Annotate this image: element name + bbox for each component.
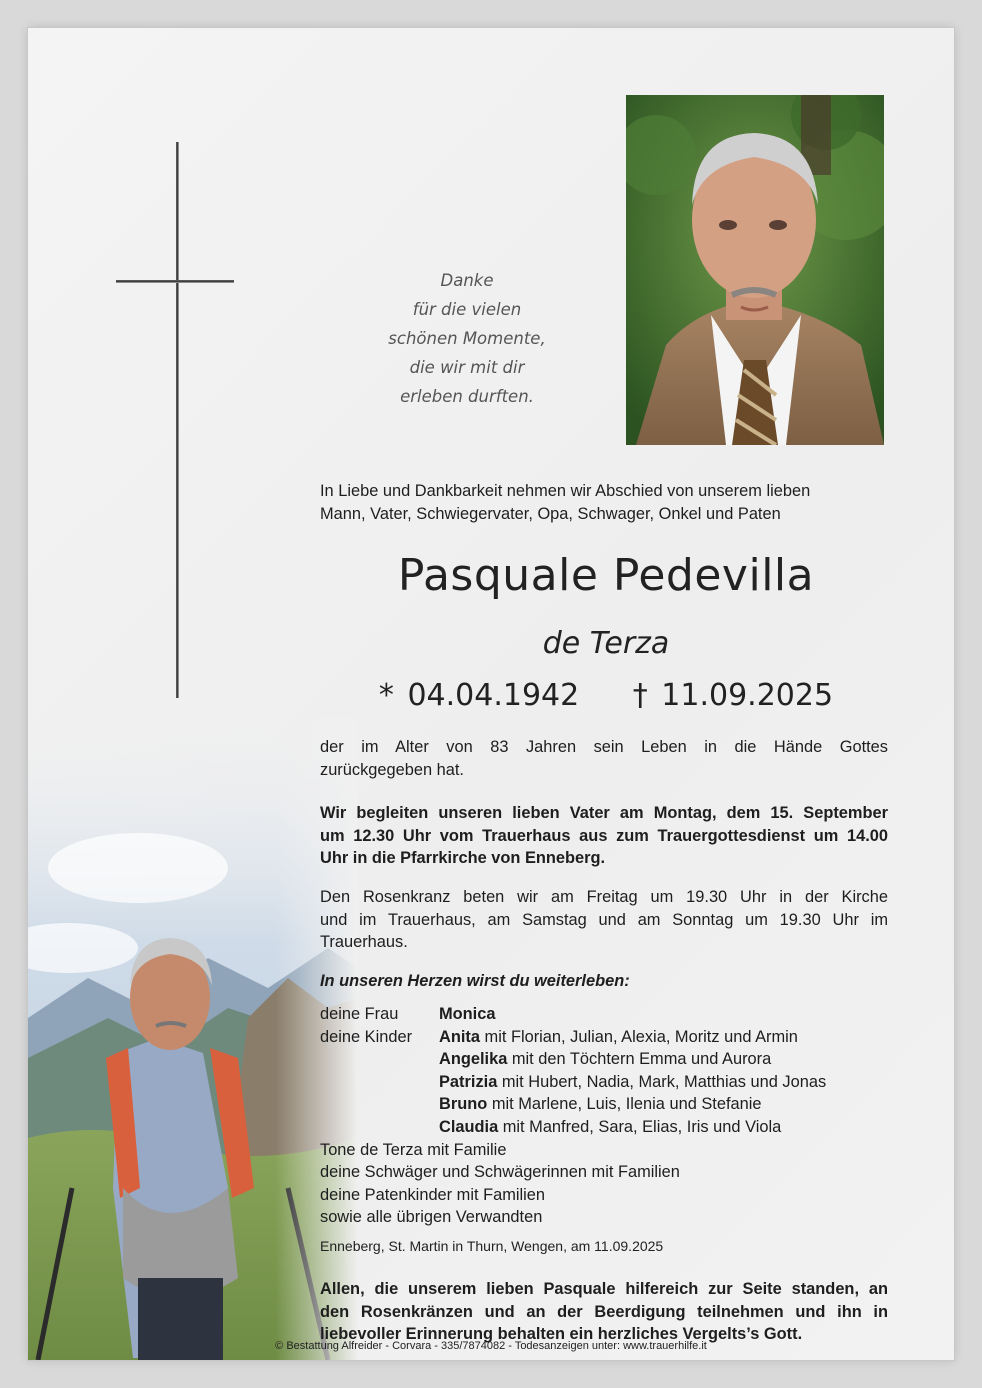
list-item [320,1093,890,1116]
list-item [320,1071,890,1094]
list-item [320,1116,890,1139]
text-line: den Rosenkränzen und an der Beerdigung teilnehmen und ihn in [320,1302,888,1321]
mourners-list [320,1003,890,1229]
text-line: Den Rosenkranz beten wir am Freitag um 19.30 Uhr in der Kirche [320,888,888,906]
funeral-paragraph [320,802,888,870]
text-line: Uhr in die Pfarrkirche von Enneberg. [320,849,606,868]
child-name: Angelika [439,1050,508,1069]
quote-line: Danke [440,271,494,290]
obituary-card [28,28,954,1360]
children-label: deine Kinder [320,1027,413,1046]
deceased-name: Pasquale Pedevilla [397,550,815,601]
closing-paragraph [320,1278,888,1346]
deceased-nickname: de Terza [542,626,670,661]
intro-line: In Liebe und Dankbarkeit nehmen wir Abschied von unserem lieben [320,482,811,500]
wife-label: deine Frau [320,1005,399,1023]
text-line: Allen, die unserem lieben Pasquale hilfereich zur Seite standen, an [320,1280,888,1298]
text-line: Wir begleiten unseren lieben Vater am Montag, dem 15. September [320,804,888,822]
child-family: mit Marlene, Luis, Ilenia und Stefanie [487,1095,762,1114]
text-line: liebevoller Erinnerung behalten ein herzliches Vergelts’s Gott. [320,1325,803,1344]
life-dates [320,678,892,713]
hiking-photo [28,718,358,1360]
mourners-heading: In unseren Herzen wirst du weiterleben: [320,972,630,990]
place-date: Enneberg, St. Martin in Thurn, Wengen, am 11.09.2025 [320,1238,664,1254]
list-item [320,1048,890,1071]
intro-text [320,480,892,526]
text-line: und im Trauerhaus, am Samstag und am Sonntag um 19.30 Uhr im [320,910,888,929]
child-name: Bruno [439,1095,488,1114]
death-date: † 11.09.2025 [632,678,834,713]
rosary-paragraph [320,886,888,954]
list-item: Tone de Terza mit Familie [320,1140,507,1159]
hiking-illustration [28,718,358,1360]
intro-line: Mann, Vater, Schwiegervater, Opa, Schwager, Onkel und Paten [320,505,781,523]
memorial-quote [328,266,606,411]
child-name: Anita [439,1027,480,1046]
quote-line: für die vielen [412,300,522,319]
list-item [320,1003,890,1026]
child-family: mit den Töchtern Emma und Aurora [507,1050,772,1069]
child-name: Claudia [439,1117,499,1136]
cross-icon-bar [116,280,234,283]
portrait-photo [626,95,884,445]
portrait-illustration [626,95,884,445]
list-item [320,1026,890,1049]
cross-icon [176,142,179,698]
text-line: Trauerhaus. [320,933,408,952]
age-paragraph [320,736,888,781]
quote-line: die wir mit dir [409,358,525,377]
list-item: deine Patenkinder mit Familien [320,1185,546,1204]
list-item: sowie alle übrigen Verwandten [320,1208,543,1227]
wife-name: Monica [439,1005,496,1023]
child-name: Patrizia [439,1072,498,1091]
text-line: zurückgegeben hat. [320,760,464,779]
child-family: mit Florian, Julian, Alexia, Moritz und Armin [479,1027,798,1046]
text-line: der im Alter von 83 Jahren sein Leben in die Hände Gottes [320,738,888,756]
birth-date: * 04.04.1942 [378,678,580,713]
footer-credit: © Bestattung Alfreider - Corvara - 335/7874082 - Todesanzeigen unter: www.trauerhilfe.it [275,1340,707,1352]
child-family: mit Manfred, Sara, Elias, Iris und Viola [498,1117,782,1136]
list-item: deine Schwäger und Schwägerinnen mit Familien [320,1163,680,1182]
text-line: um 12.30 Uhr vom Trauerhaus aus zum Trauergottesdienst um 14.00 [320,826,888,845]
quote-line: schönen Momente, [388,329,546,348]
child-family: mit Hubert, Nadia, Mark, Matthias und Jonas [497,1072,827,1091]
quote-line: erleben durften. [400,387,534,406]
